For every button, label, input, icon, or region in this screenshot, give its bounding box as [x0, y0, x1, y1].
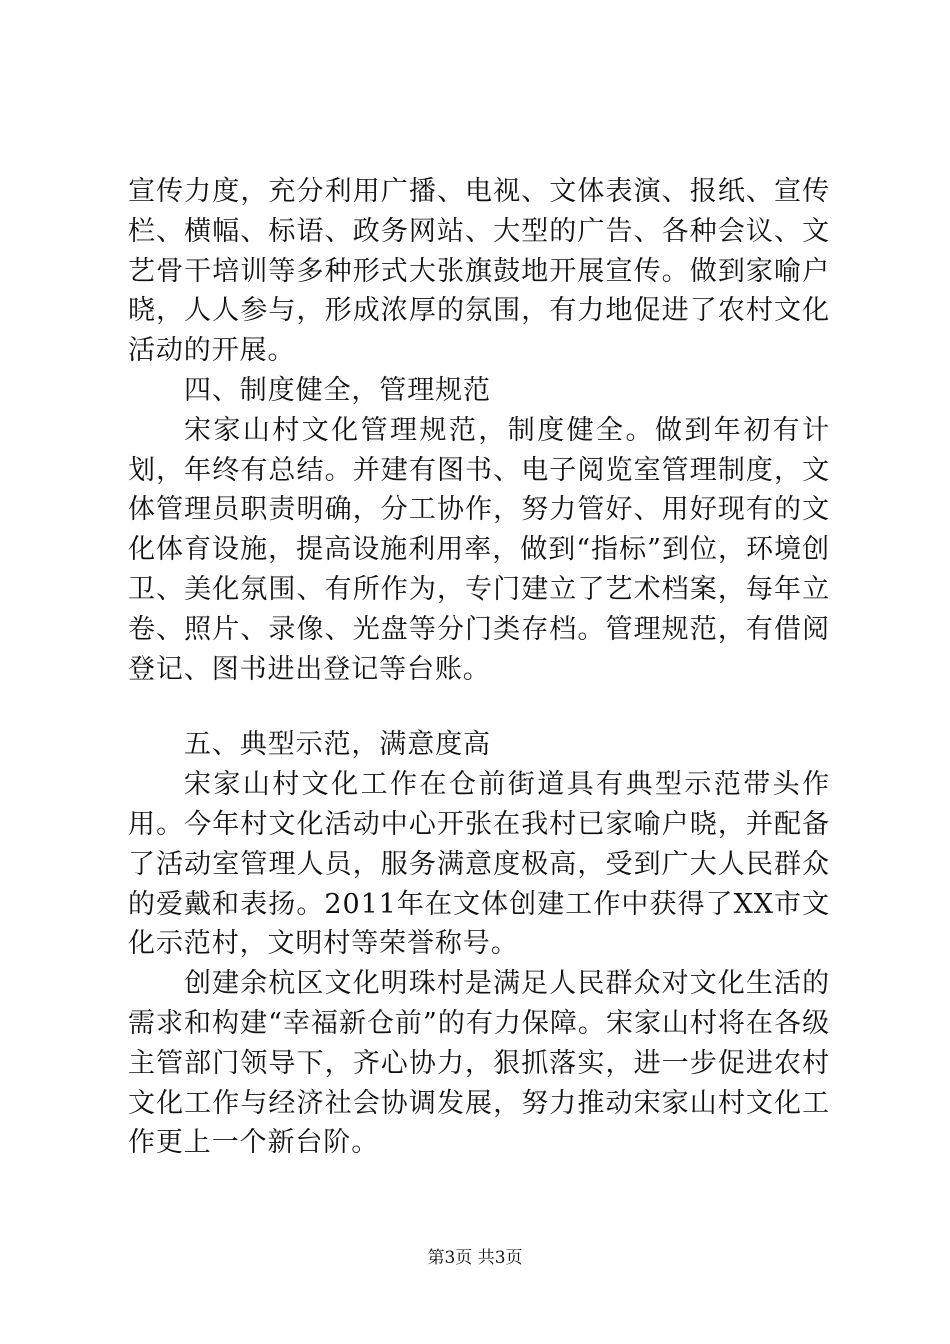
- document-body: [128, 172, 830, 1163]
- paragraph-conclusion: 创建余杭区文化明珠村是满足人民群众对文化生活的需求和构建“幸福新仓前”的有力保障。宋家山村将在各级主管部门领导下，齐心协力，狠抓落实，进一步促进农村文化工作与经济社会协调发展，努力推动宋家山村文化工作更上一个新台阶。: [128, 968, 830, 1159]
- section-heading-5: 五、典型示范，满意度高: [184, 729, 491, 761]
- paragraph-demonstration: 宋家山村文化工作在仓前街道具有典型示范带头作用。今年村文化活动中心开张在我村已家喻户晓，并配备了活动室管理人员，服务满意度极高，受到广大人民群众的爱戴和表扬。2011年在文体创建工作中获得了XX市文化示范村，文明村等荣誉称号。: [128, 769, 830, 960]
- paragraph-publicity: 宣传力度，充分利用广播、电视、文体表演、报纸、宣传栏、横幅、标语、政务网站、大型的广告、各种会议、文艺骨干培训等多种形式大张旗鼓地开展宣传。做到家喻户晓，人人参与，形成浓厚的氛围，有力地促进了农村文化活动的开展。: [128, 176, 830, 367]
- paragraph-spacer: [128, 689, 830, 725]
- section-heading-4: 四、制度健全，管理规范: [184, 374, 491, 406]
- paragraph-management: 宋家山村文化管理规范，制度健全。做到年初有计划，年终有总结。并建有图书、电子阅览室管理制度，文体管理员职责明确，分工协作，努力管好、用好现有的文化体育设施，提高设施利用率，做到“指标”到位，环境创卫、美化氛围、有所作为，专门建立了艺术档案，每年立卷、照片、录像、光盘等分门类存档。管理规范，有借阅登记、图书进出登记等台账。: [128, 414, 830, 685]
- page-footer: 第3页 共3页: [427, 1248, 523, 1268]
